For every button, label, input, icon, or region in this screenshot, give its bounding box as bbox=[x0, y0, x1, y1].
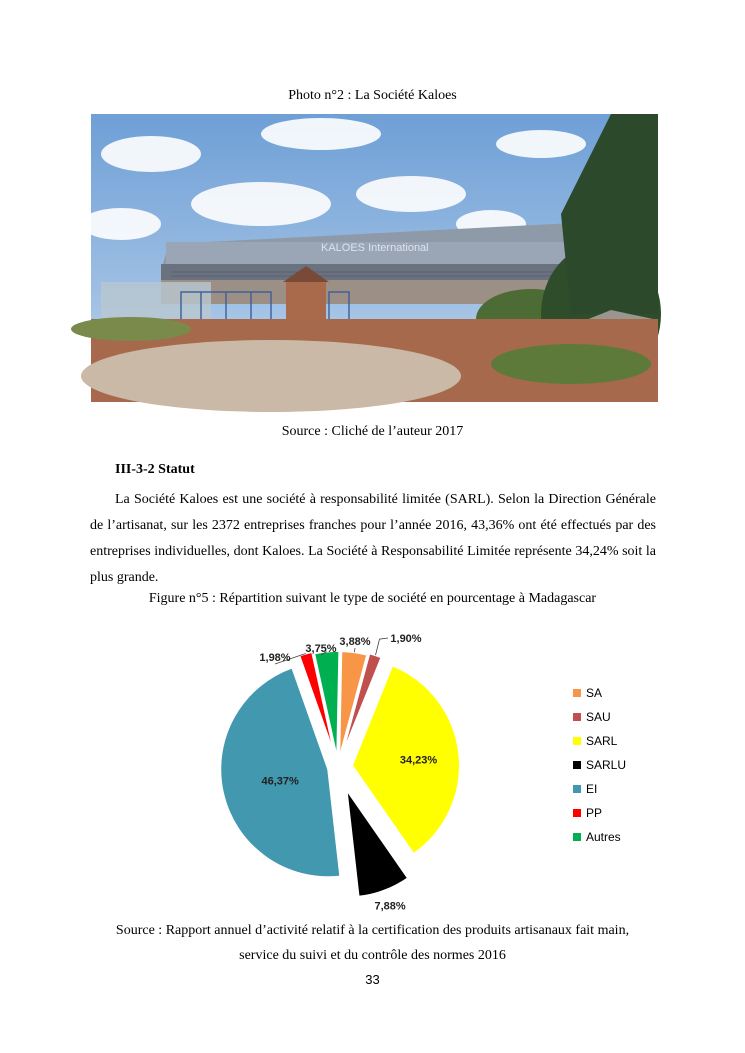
body-paragraph: La Société Kaloes est une société à responsabilité limitée (SARL). Selon la Direction Générale de l’artisanat, sur les 2372 entreprises franches pour l’année 2016, 43,36% ont été effectués par des entreprises individuelles, dont Kaloes. La Société à Responsabilité Limitée représente 34,24% soit la plus grande. bbox=[90, 492, 656, 585]
pie-label-pp: 1,98% bbox=[259, 652, 291, 664]
photo-source: Source : Cliché de l’auteur 2017 bbox=[281, 424, 464, 439]
figure-source bbox=[0, 918, 745, 968]
legend-label-sau: SAU bbox=[586, 710, 611, 724]
legend-label-sarl: SARL bbox=[586, 734, 618, 748]
pie-label-sarl: 34,23% bbox=[399, 754, 438, 767]
legend-swatch-autres bbox=[573, 833, 581, 841]
figure-caption: Figure n°5 : Répartition suivant le type de société en pourcentage à Madagascar bbox=[148, 591, 597, 606]
leader-line-sau bbox=[376, 638, 388, 655]
legend-label-ei: EI bbox=[586, 782, 598, 796]
legend-swatch-sau bbox=[573, 713, 581, 721]
building-sign-text: KALOES International bbox=[321, 242, 429, 254]
pie-chart bbox=[200, 625, 640, 913]
pie-label-sau: 1,90% bbox=[390, 633, 422, 645]
figure-source-line-1: Source : Rapport annuel d’activité relatif à la certification des produits artisanaux fait main, bbox=[115, 923, 630, 938]
legend-label-autres: Autres bbox=[586, 830, 621, 844]
figure-source-line-2: service du suivi et du contrôle des normes 2016 bbox=[239, 948, 506, 963]
page-number: 33 bbox=[365, 972, 380, 987]
photo-kaloes-building bbox=[91, 114, 658, 402]
section-heading: III-3-2 Statut bbox=[115, 462, 195, 477]
legend-swatch-pp bbox=[573, 809, 581, 817]
pie-label-sarlu: 7,88% bbox=[374, 900, 406, 913]
legend-label-sarlu: SARLU bbox=[586, 758, 627, 772]
legend-swatch-sarl bbox=[573, 737, 581, 745]
pie-slices bbox=[220, 651, 460, 897]
chart-legend bbox=[573, 686, 626, 844]
pie-label-ei: 46,37% bbox=[261, 775, 299, 788]
photo-caption: Photo n°2 : La Société Kaloes bbox=[288, 88, 457, 103]
legend-label-sa: SA bbox=[586, 686, 603, 700]
photo-illustration bbox=[91, 114, 658, 402]
legend-swatch-sa bbox=[573, 689, 581, 697]
pie-label-autres: 3,75% bbox=[305, 643, 337, 655]
pie-label-sa: 3,88% bbox=[339, 636, 371, 648]
legend-swatch-sarlu bbox=[573, 761, 581, 769]
legend-label-pp: PP bbox=[586, 806, 603, 820]
legend-swatch-ei bbox=[573, 785, 581, 793]
